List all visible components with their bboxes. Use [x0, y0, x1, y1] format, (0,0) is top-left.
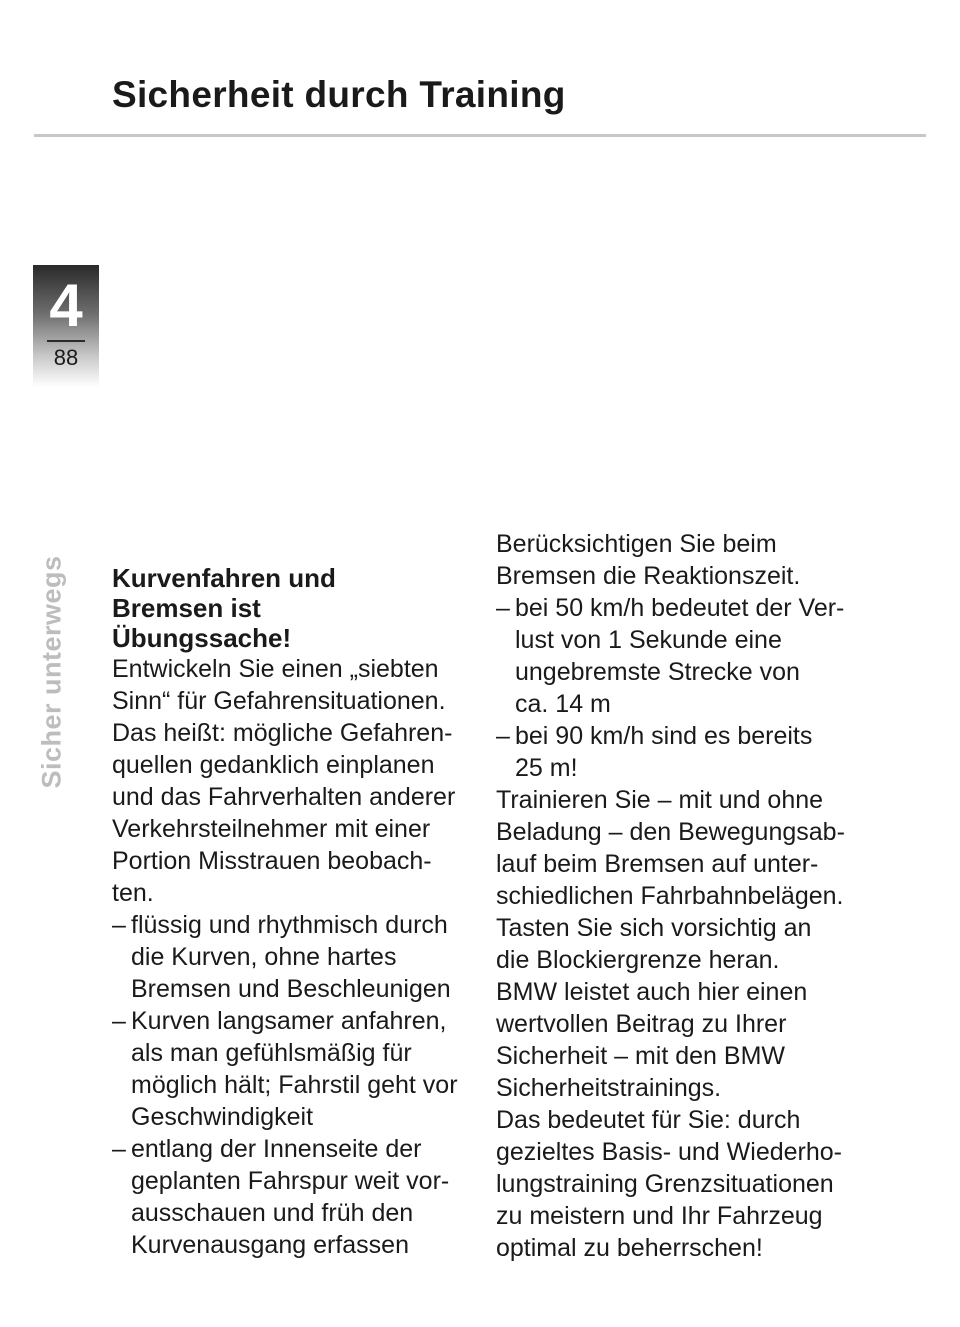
tips-list [112, 909, 482, 1261]
intro-paragraph: Entwickeln Sie einen „siebten Sinn“ für Gefahrensituationen. Das heißt: mögliche Gefahren- quellen gedanklich einplanen und das Fahrverhalten anderer Verkehrsteilnehmer mit einer Portion Misstrauen beobach- ten. [112, 655, 456, 907]
braking-list [496, 592, 886, 784]
benefit-paragraph: Das bedeutet für Sie: durch gezieltes Basis- und Wiederho- lungstraining Grenzsituationen zu meistern und Ihr Fahrzeug optimal zu beherrschen! [496, 1106, 842, 1262]
list-item: – entlang der Innenseite der geplanten Fahrspur weit vor- ausschauen und früh den Kurvenausgang erfassen [112, 1133, 482, 1261]
left-column [112, 563, 482, 1261]
page-title: Sicherheit durch Training [112, 74, 566, 115]
right-column [496, 528, 886, 1264]
list-item: – bei 50 km/h bedeutet der Ver- lust von 1 Sekunde eine ungebremste Strecke von ca. 14 m [496, 592, 886, 720]
section-label: Sicher unterwegs [36, 555, 67, 789]
list-item: – Kurven langsamer anfahren, als man gefühlsmäßig für möglich hält; Fahrstil geht vor Geschwindigkeit [112, 1005, 482, 1133]
chapter-divider [47, 340, 85, 342]
training-paragraph: Trainieren Sie – mit und ohne Beladung – den Bewegungsab- lauf beim Bremsen auf unter- schiedlichen Fahrbahnbelägen. Tasten Sie sich vorsichtig an die Blockiergrenze heran. [496, 786, 845, 974]
section-heading: Kurvenfahren und Bremsen ist Übungssache! [112, 563, 336, 653]
chapter-number: 4 [49, 272, 83, 339]
title-divider [34, 134, 926, 137]
braking-intro: Berücksichtigen Sie beim Bremsen die Reaktionszeit. [496, 530, 801, 590]
bmw-paragraph: BMW leistet auch hier einen wertvollen Beitrag zu Ihrer Sicherheit – mit den BMW Sicherheitstrainings. [496, 978, 808, 1102]
list-item: – bei 90 km/h sind es bereits 25 m! [496, 720, 886, 784]
chapter-tab [33, 265, 99, 387]
page-number: 88 [53, 345, 79, 370]
list-item: – flüssig und rhythmisch durch die Kurven, ohne hartes Bremsen und Beschleunigen [112, 909, 482, 1005]
